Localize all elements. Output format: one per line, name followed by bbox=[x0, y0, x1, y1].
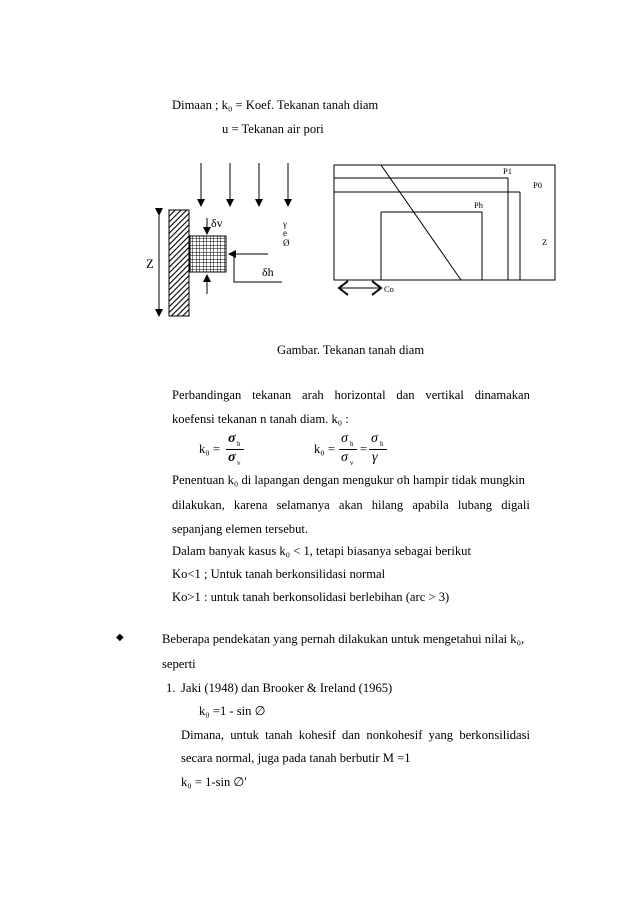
word: tekanan bbox=[252, 388, 292, 402]
co-label: Co bbox=[384, 284, 394, 294]
sub-v: v bbox=[237, 459, 241, 467]
definition-k0: Dimaan ; k₀ = Koef. Tekanan tanah diam bbox=[172, 98, 379, 112]
dv-label: δv bbox=[211, 216, 223, 230]
word: berkonsilidasi bbox=[459, 728, 530, 742]
para1-line2: koefensi tekanan n tanah diam. k₀ : bbox=[172, 412, 349, 426]
sub-h: h bbox=[350, 440, 354, 448]
word: hilang bbox=[371, 498, 404, 512]
dh-label: δh bbox=[262, 265, 274, 279]
wall-element-diagram bbox=[159, 163, 288, 316]
para2-line1: Penentuan k₀ di lapangan dengan mengukur σh hampir tidak mungkin bbox=[172, 473, 525, 487]
word: kohesif bbox=[298, 728, 336, 742]
diamond-bullet-icon: ◆ bbox=[116, 632, 124, 643]
earth-pressure-figure bbox=[0, 0, 638, 330]
word: dinamakan bbox=[474, 388, 530, 402]
figure-caption: Gambar. Tekanan tanah diam bbox=[277, 343, 425, 357]
desc-line1 bbox=[181, 728, 530, 743]
z-label-right: Z bbox=[542, 237, 548, 247]
k0-label: k₀ = bbox=[314, 442, 335, 456]
word: Perbandingan bbox=[172, 388, 242, 402]
word: nonkohesif bbox=[366, 728, 423, 742]
para2-line2 bbox=[172, 498, 530, 513]
para2-line5: Ko<1 ; Untuk tanah berkonsilidasi normal bbox=[172, 567, 386, 581]
para1-line1 bbox=[172, 388, 530, 403]
word: dan bbox=[342, 728, 361, 742]
word: vertikal bbox=[425, 388, 464, 402]
pressure-diagram bbox=[334, 165, 555, 295]
ko-line bbox=[381, 165, 461, 280]
para2-line3: sepanjang elemen tersebut. bbox=[172, 522, 309, 536]
word: untuk bbox=[230, 728, 259, 742]
wall-hatched bbox=[169, 210, 189, 316]
desc-line2: secara normal, juga pada tanah berbutir M =1 bbox=[181, 751, 411, 765]
p1-label: P1 bbox=[503, 166, 512, 176]
k0-label: k₀ = bbox=[199, 442, 220, 456]
word: akan bbox=[338, 498, 363, 512]
word: dilakukan, bbox=[172, 498, 225, 512]
soil-element bbox=[190, 236, 226, 272]
gamma: γ bbox=[372, 450, 378, 465]
sub-h: h bbox=[380, 440, 384, 448]
word: selamanya bbox=[276, 498, 330, 512]
sigma-v: σ bbox=[341, 450, 348, 465]
word: tanah bbox=[265, 728, 293, 742]
sigma-h: σ bbox=[341, 431, 348, 446]
sigma-h: σ bbox=[228, 431, 236, 446]
word: apabila bbox=[412, 498, 449, 512]
para2-line6: Ko>1 : untuk tanah berkonsolidasi berlebihan (arc > 3) bbox=[172, 590, 450, 604]
word: digali bbox=[501, 498, 530, 512]
sub-v: v bbox=[350, 459, 354, 467]
formula-k0-sin-prime: k₀ = 1-sin ∅' bbox=[181, 775, 247, 789]
bullet-line2: seperti bbox=[162, 657, 196, 671]
list-item-number: 1. bbox=[166, 681, 176, 695]
word: horizontal bbox=[334, 388, 386, 402]
phi-label: Ø bbox=[283, 238, 290, 248]
word: arah bbox=[302, 388, 324, 402]
p0-label: P0 bbox=[533, 180, 542, 190]
ph-label: Ph bbox=[474, 200, 483, 210]
list-item-text: Jaki (1948) dan Brooker & Ireland (1965) bbox=[181, 681, 393, 695]
gamma-label: γ bbox=[283, 219, 287, 229]
sigma-h: σ bbox=[371, 431, 378, 446]
sub-h: h bbox=[237, 440, 241, 448]
definition-u: u = Tekanan air pori bbox=[222, 122, 324, 136]
word: lubang bbox=[457, 498, 493, 512]
word: karena bbox=[233, 498, 268, 512]
bullet-line1: Beberapa pendekatan yang pernah dilakukan untuk mengetahui nilai k₀, bbox=[162, 632, 525, 646]
word: yang bbox=[428, 728, 454, 742]
word: Dimana, bbox=[181, 728, 225, 742]
equals: = bbox=[360, 442, 368, 456]
sigma-v: σ bbox=[228, 450, 236, 465]
formula-k0-sin: k₀ =1 - sin ∅ bbox=[199, 704, 266, 718]
e-label: e bbox=[283, 228, 287, 238]
z-label-left: Z bbox=[146, 257, 154, 271]
para2-line4: Dalam banyak kasus k₀ < 1, tetapi biasanya sebagai berikut bbox=[172, 544, 471, 558]
word: dan bbox=[396, 388, 415, 402]
